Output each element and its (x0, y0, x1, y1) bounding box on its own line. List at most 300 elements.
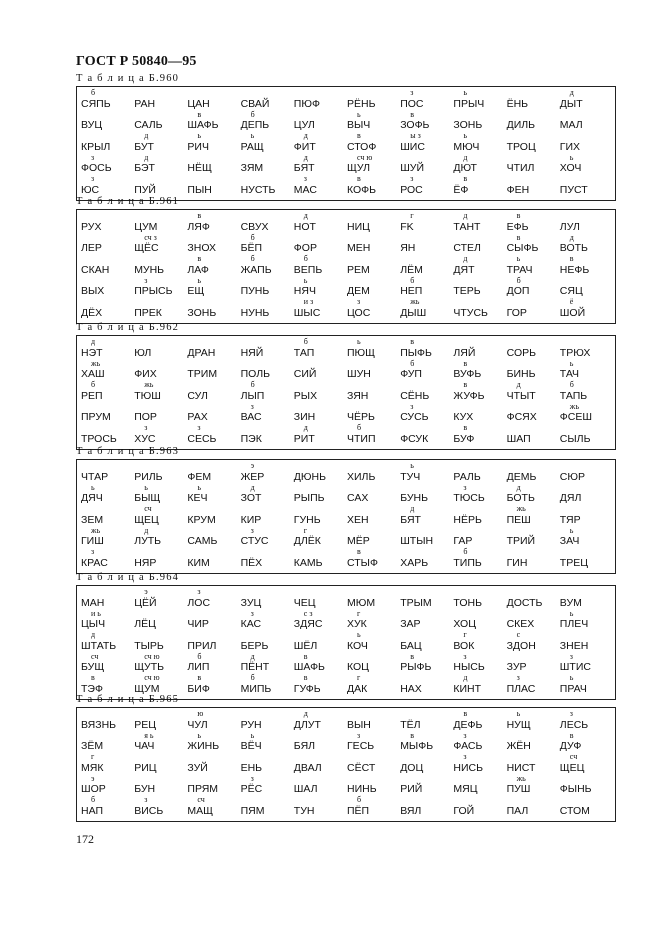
diacritic-mark: г (91, 752, 95, 761)
diacritic-mark: э (144, 587, 148, 596)
table-cell (347, 588, 400, 610)
table-cell (347, 89, 400, 111)
syllable-word: БИФ (187, 682, 210, 695)
syllable-word: ВОТЬ (559, 242, 588, 254)
table-cell (453, 381, 506, 403)
table-cell (241, 484, 294, 506)
diacritic-mark: д (463, 211, 468, 220)
syllable-word: ЧТИП (347, 432, 376, 445)
diacritic-mark: сч ю (144, 673, 160, 682)
page-number: 172 (76, 832, 94, 846)
table-cell (294, 132, 347, 154)
syllable-word: САХ (347, 492, 369, 504)
syllable-word: ДЯЛ (559, 492, 582, 504)
table-cell (453, 796, 506, 818)
table-cell (241, 154, 294, 176)
table-cell (560, 610, 613, 632)
table-cell (453, 89, 506, 111)
diacritic-mark: д (410, 504, 415, 513)
table-cell (453, 111, 506, 133)
syllable-word: ЗОТ (240, 492, 262, 504)
diacritic-mark: ь (357, 630, 361, 639)
diacritic-mark: з (516, 673, 520, 682)
syllable-word: ПЛАС (506, 682, 536, 695)
table-cell (453, 154, 506, 176)
table-cell (134, 527, 187, 549)
table-cell (294, 360, 347, 382)
table-cell (507, 653, 560, 675)
table-cell (187, 796, 240, 818)
table-cell (453, 424, 506, 446)
table-cell (507, 132, 560, 154)
diacritic-mark: з (197, 423, 201, 432)
table-cell (81, 175, 134, 197)
table-cell (400, 548, 453, 570)
table-cell (294, 255, 347, 277)
table-cell (507, 710, 560, 732)
diacritic-mark: сч ю (144, 651, 160, 661)
syllable-word: ЛУТЬ (134, 535, 162, 547)
syllable-word: РЫХ (293, 389, 318, 402)
diacritic-mark: б (463, 547, 468, 556)
table-cell (241, 175, 294, 197)
syllable-word: РЁНЬ (347, 97, 376, 110)
syllable-word: ТРИМ (187, 368, 218, 380)
word-table (76, 209, 616, 324)
syllable-word: РАХ (187, 411, 208, 423)
table-cell (81, 360, 134, 382)
diacritic-mark: д (250, 482, 255, 492)
syllable-word: НИСЬ (453, 761, 483, 774)
syllable-word: СТЕЛ (453, 242, 481, 254)
table-cell (453, 732, 506, 754)
syllable-word: ЛЁЦ (134, 618, 156, 630)
syllable-word: СТЫФ (347, 556, 378, 569)
table-cell (81, 796, 134, 818)
diacritic-mark: с з (303, 608, 313, 618)
syllable-word: ВЁЧ (240, 740, 262, 752)
table-cell (560, 775, 613, 797)
syllable-word: ДОСТЬ (506, 596, 543, 609)
table-cell (347, 505, 400, 527)
table-cell (400, 610, 453, 632)
table-cell (347, 548, 400, 570)
syllable-word: ФСЕШ (559, 411, 592, 423)
table-cell (187, 212, 240, 234)
syllable-word: ВЫХ (81, 285, 105, 297)
table-cell (187, 527, 240, 549)
table-cell (507, 610, 560, 632)
table-cell (453, 360, 506, 382)
syllable-word: ТЯР (559, 513, 581, 526)
syllable-word: РЫФЬ (400, 661, 432, 673)
diacritic-mark: з (357, 730, 361, 740)
table-cell (187, 462, 240, 484)
diacritic-mark: з (463, 651, 467, 661)
table-cell (507, 631, 560, 653)
table-section (76, 693, 616, 822)
diacritic-mark: г (303, 525, 308, 535)
table-cell (400, 89, 453, 111)
table-cell (400, 298, 453, 320)
diacritic-mark: д (569, 88, 574, 97)
syllable-word: МИПЬ (240, 682, 272, 695)
table-cell (507, 462, 560, 484)
table-cell (81, 154, 134, 176)
table-cell (560, 154, 613, 176)
table-cell (241, 360, 294, 382)
syllable-word: ФСЯХ (506, 411, 537, 423)
diacritic-mark: б (250, 109, 255, 119)
syllable-word: ЧИР (187, 618, 209, 630)
syllable-word: ФУП (400, 368, 422, 380)
table-cell (241, 775, 294, 797)
diacritic-mark: д (303, 423, 308, 432)
syllable-word: МАС (293, 183, 317, 196)
syllable-word: ДЕМЬ (506, 470, 537, 483)
table-cell (560, 588, 613, 610)
syllable-word: ПЁП (347, 804, 370, 817)
syllable-word: ШАП (506, 432, 531, 445)
diacritic-mark: ь (303, 275, 308, 285)
table-cell (400, 484, 453, 506)
syllable-word: КРУМ (187, 513, 216, 526)
diacritic-mark: ь (357, 109, 361, 119)
table-cell (134, 154, 187, 176)
syllable-word: ХУК (347, 618, 367, 630)
table-cell (187, 588, 240, 610)
table-cell (400, 154, 453, 176)
syllable-word: НЁРЬ (453, 513, 482, 526)
diacritic-mark: д (303, 709, 308, 718)
syllable-word: ЦЫЧ (81, 618, 106, 630)
table-cell (507, 255, 560, 277)
table-cell (81, 732, 134, 754)
syllable-word: РЕМ (347, 263, 370, 276)
syllable-word: ТОНЬ (453, 596, 482, 609)
table-cell (560, 381, 613, 403)
table-cell (507, 234, 560, 256)
syllable-word: ЛУЛ (559, 220, 580, 233)
syllable-word: ЖИНЬ (187, 740, 220, 752)
table-cell (134, 462, 187, 484)
syllable-word: СЁНЬ (400, 389, 430, 402)
table-cell (400, 132, 453, 154)
table-cell (560, 753, 613, 775)
diacritic-mark: д (569, 232, 574, 242)
table-cell (294, 381, 347, 403)
diacritic-mark: з (250, 773, 254, 783)
syllable-word: САЛЬ (134, 119, 163, 131)
syllable-word: ШОЙ (559, 306, 586, 319)
syllable-word: НИНЬ (347, 783, 377, 795)
syllable-word: СКАН (81, 263, 110, 276)
table-cell (507, 154, 560, 176)
syllable-word: ЦЁЙ (134, 596, 157, 609)
syllable-word: ЗЕМ (81, 513, 104, 526)
syllable-word: ДЛЁК (293, 535, 321, 547)
diacritic-mark: б (250, 254, 255, 263)
table-cell (241, 548, 294, 570)
table-cell (81, 132, 134, 154)
table-cell (560, 505, 613, 527)
syllable-word: КИМ (187, 556, 210, 569)
syllable-word: ВУЦ (81, 119, 103, 131)
table-cell (241, 653, 294, 675)
table-cell (294, 588, 347, 610)
syllable-word: ЖУФЬ (453, 389, 485, 402)
table-cell (134, 381, 187, 403)
table-cell (507, 732, 560, 754)
table-cell (81, 631, 134, 653)
table-cell (81, 277, 134, 299)
table-cell (400, 175, 453, 197)
table-cell (294, 610, 347, 632)
syllable-word: ЩЁС (134, 242, 159, 254)
diacritic-mark: з (91, 547, 95, 556)
table-cell (187, 132, 240, 154)
table-section (76, 72, 616, 201)
syllable-word: КУХ (453, 411, 474, 423)
syllable-word: ПЮФ (293, 97, 320, 110)
syllable-word: ЧАЧ (134, 740, 155, 752)
syllable-word: СЕСЬ (187, 432, 217, 445)
table-cell (187, 775, 240, 797)
diacritic-mark: д (144, 152, 149, 162)
diacritic-mark: ь (144, 482, 148, 492)
diacritic-mark: ь (197, 730, 202, 740)
syllable-word: МЮЧ (453, 140, 480, 153)
table-cell (134, 234, 187, 256)
syllable-word: БАЦ (400, 639, 422, 652)
table-cell (400, 631, 453, 653)
syllable-word: БОТЬ (506, 492, 535, 504)
diacritic-mark: з (91, 152, 95, 162)
syllable-word: ТАП (293, 346, 315, 359)
syllable-word: МАЩ (187, 804, 213, 817)
syllable-word: СКЕХ (506, 618, 535, 630)
table-cell (81, 653, 134, 675)
table-cell (400, 212, 453, 234)
diacritic-mark: д (91, 337, 96, 346)
syllable-word: КРАС (81, 556, 108, 569)
diacritic-mark: ы з (410, 131, 421, 140)
syllable-word: ЖАПЬ (240, 263, 272, 276)
table-cell (294, 111, 347, 133)
diacritic-mark: г (357, 673, 361, 682)
table-cell (560, 424, 613, 446)
table-cell (187, 338, 240, 360)
syllable-word: ТЕРЬ (453, 285, 481, 297)
table-cell (453, 484, 506, 506)
table-cell (560, 175, 613, 197)
syllable-word: ЦУМ (134, 220, 158, 233)
table-cell (134, 132, 187, 154)
table-cell (560, 653, 613, 675)
table-cell (453, 175, 506, 197)
table-cell (453, 255, 506, 277)
table-cell (507, 360, 560, 382)
syllable-word: ЖЕР (240, 470, 265, 483)
table-cell (241, 424, 294, 446)
diacritic-mark: жь (91, 525, 101, 535)
diacritic-mark: в (303, 651, 308, 661)
syllable-word: ШАФЬ (293, 661, 325, 673)
table-cell (241, 89, 294, 111)
syllable-word: МАН (81, 596, 105, 609)
table-cell (294, 89, 347, 111)
syllable-word: ШУЙ (400, 162, 425, 174)
syllable-word: ДЕПЬ (240, 119, 270, 131)
diacritic-mark: д (303, 152, 308, 162)
syllable-word: ТУЧ (400, 470, 421, 483)
table-cell (294, 175, 347, 197)
syllable-word: РИЧ (187, 140, 209, 153)
syllable-word: ПЛЕЧ (559, 618, 589, 630)
diacritic-mark: г (410, 211, 414, 220)
table-cell (453, 631, 506, 653)
table-cell (241, 234, 294, 256)
syllable-word: ГАР (453, 535, 473, 547)
syllable-word: ФЕН (506, 183, 530, 196)
syllable-word: ВАС (240, 411, 262, 423)
syllable-word: ЦАН (187, 97, 210, 110)
diacritic-mark: ю (197, 709, 204, 718)
syllable-word: МАЛ (559, 119, 583, 131)
table-caption: Т а б л и ц а Б.960 (76, 73, 180, 84)
syllable-word: ВЕПЬ (293, 263, 323, 276)
syllable-word: БЁП (240, 242, 263, 254)
diacritic-mark: в (197, 211, 202, 220)
syllable-word: КИНТ (453, 682, 482, 695)
table-cell (507, 505, 560, 527)
diacritic-mark: ь (357, 337, 361, 346)
table-caption: Т а б л и ц а Б.962 (76, 322, 180, 333)
table-cell (347, 527, 400, 549)
table-cell (453, 527, 506, 549)
syllable-word: ЗНОХ (187, 242, 217, 254)
table-cell (347, 277, 400, 299)
table-cell (81, 298, 134, 320)
table-cell (187, 631, 240, 653)
syllable-word: ЧЁРЬ (347, 411, 375, 423)
diacritic-mark: ь (250, 131, 255, 140)
table-cell (81, 753, 134, 775)
diacritic-mark: ь (569, 608, 574, 618)
syllable-word: ЛИП (187, 661, 210, 673)
table-cell (400, 111, 453, 133)
table-cell (81, 462, 134, 484)
table-cell (81, 710, 134, 732)
syllable-word: ЗУР (506, 661, 527, 673)
syllable-word: МЯК (81, 761, 104, 774)
table-cell (241, 277, 294, 299)
table-cell (241, 381, 294, 403)
syllable-word: ПЁНТ (240, 661, 270, 673)
syllable-word: КИР (240, 513, 262, 526)
diacritic-mark: в (463, 380, 468, 389)
table-cell (560, 732, 613, 754)
diacritic-mark: з (463, 730, 467, 740)
table-cell (507, 298, 560, 320)
diacritic-mark: з (250, 401, 254, 411)
syllable-word: ТЮСЬ (453, 492, 485, 504)
syllable-word: ХОЧ (559, 162, 582, 174)
syllable-word: ЗДЯС (293, 618, 323, 630)
syllable-word: ПЕШ (506, 513, 531, 526)
diacritic-mark: д (463, 152, 468, 162)
syllable-word: ЕЩ (187, 285, 205, 297)
table-cell (560, 527, 613, 549)
syllable-word: МЯЦ (453, 783, 478, 795)
table-cell (134, 710, 187, 732)
table-cell (187, 505, 240, 527)
table-cell (241, 505, 294, 527)
syllable-word: ЁФ (453, 183, 469, 196)
table-cell (294, 234, 347, 256)
table-cell (400, 255, 453, 277)
syllable-word: КРЫЛ (81, 140, 111, 153)
syllable-word: ПРЯМ (187, 783, 219, 795)
table-cell (134, 403, 187, 425)
syllable-word: БЯЛ (293, 740, 316, 752)
syllable-word: БИНЬ (506, 368, 536, 380)
diacritic-mark: ь (463, 88, 468, 97)
syllable-word: ПРИЛ (187, 639, 217, 652)
syllable-word: БЭТ (134, 162, 155, 174)
table-cell (241, 403, 294, 425)
table-cell (241, 610, 294, 632)
table-cell (347, 338, 400, 360)
table-cell (81, 424, 134, 446)
diacritic-mark: жь (91, 358, 101, 368)
table-cell (347, 255, 400, 277)
syllable-word: РЕЦ (134, 718, 156, 731)
syllable-word: ЛОС (187, 596, 211, 609)
syllable-word: ПРЫСЬ (134, 285, 173, 297)
diacritic-mark: д (303, 131, 308, 140)
diacritic-mark: з (144, 423, 148, 432)
syllable-word: МЮМ (347, 596, 376, 609)
syllable-word: ВИСЬ (134, 804, 164, 817)
table-cell (400, 796, 453, 818)
diacritic-mark: в (463, 358, 468, 368)
syllable-word: КОЦ (347, 661, 369, 673)
diacritic-mark: сч (197, 795, 205, 804)
syllable-word: РУХ (81, 220, 102, 233)
table-cell (241, 710, 294, 732)
syllable-word: СОРЬ (506, 346, 537, 359)
table-cell (294, 710, 347, 732)
table-cell (294, 505, 347, 527)
table-cell (560, 132, 613, 154)
syllable-word: ТЫРЬ (134, 639, 164, 652)
diacritic-mark: з (91, 174, 95, 183)
syllable-word: ЩЕЦ (134, 513, 159, 526)
table-cell (560, 89, 613, 111)
syllable-word: ТАПЬ (559, 389, 588, 402)
diacritic-mark: жь (410, 297, 420, 306)
diacritic-mark: д (144, 131, 149, 140)
table-cell (507, 381, 560, 403)
syllable-word: ТРЕЦ (559, 556, 588, 569)
syllable-word: ЮЛ (134, 346, 152, 359)
table-cell (453, 338, 506, 360)
table-cell (294, 277, 347, 299)
diacritic-mark: з (410, 174, 414, 183)
table-cell (81, 527, 134, 549)
syllable-word: ГИШ (81, 535, 104, 547)
